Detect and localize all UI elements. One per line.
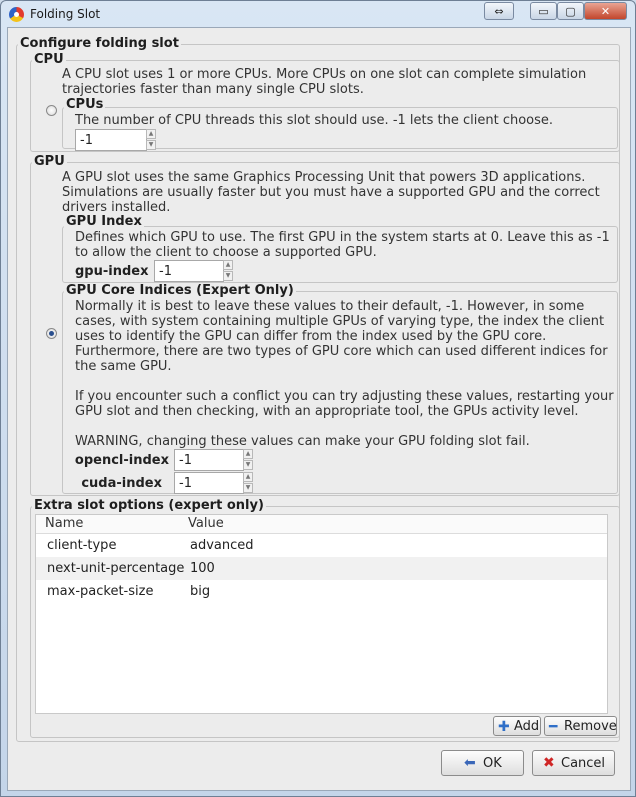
opencl-index-label: opencl-index <box>74 453 169 468</box>
configure-title: Configure folding slot <box>20 36 179 51</box>
opencl-index-decrement[interactable]: ▼ <box>243 460 253 470</box>
cpu-description: A CPU slot uses 1 or more CPUs. More CPUs on one slot can complete simulation trajectories faster than many single CPU slots. <box>62 67 587 97</box>
gpu-radio[interactable] <box>46 328 57 339</box>
gpu-description: A GPU slot uses the same Graphics Processing Unit that powers 3D applications. Simulations are usually faster but you must have a supported GPU and the correct drivers installed. <box>62 170 600 215</box>
cuda-index-spinner <box>174 472 254 494</box>
table-row[interactable] <box>36 580 607 603</box>
row-name: max-packet-size <box>47 584 154 599</box>
gpu-title: GPU <box>34 154 65 169</box>
cpus-input[interactable] <box>75 129 147 151</box>
gpu-index-label: gpu-index <box>75 264 149 279</box>
extra-options-title: Extra slot options (expert only) <box>34 498 264 513</box>
folding-app-icon <box>9 7 24 22</box>
ok-button[interactable] <box>441 750 524 776</box>
gpu-index-decrement[interactable]: ▼ <box>223 271 233 281</box>
table-row[interactable] <box>36 534 607 557</box>
row-name: client-type <box>47 538 117 553</box>
gpu-index-spinner <box>154 260 234 282</box>
restore-button[interactable]: ⇔ <box>484 2 514 20</box>
table-header <box>36 515 607 534</box>
remove-button[interactable] <box>544 716 617 736</box>
gpu-index-description: Defines which GPU to use. The first GPU in the system starts at 0. Leave this as -1 to allow the client to choose a supported GPU. <box>75 230 610 260</box>
cuda-index-decrement[interactable]: ▼ <box>243 483 253 493</box>
table-row[interactable] <box>36 557 607 580</box>
add-button[interactable] <box>493 716 541 736</box>
check-arrow-icon: ⬅ <box>464 755 476 771</box>
cuda-index-label: cuda-index <box>81 476 162 491</box>
minimize-button[interactable]: ▭ <box>530 2 557 20</box>
remove-label: Remove <box>564 719 617 734</box>
cpus-decrement[interactable]: ▼ <box>146 140 156 150</box>
cancel-label: Cancel <box>561 756 606 771</box>
extra-options-table <box>35 514 608 714</box>
row-value: advanced <box>190 538 254 553</box>
title-bar <box>1 1 635 27</box>
window-title: Folding Slot <box>30 7 101 21</box>
row-value: big <box>190 584 211 599</box>
column-header-name[interactable]: Name <box>45 516 84 531</box>
minus-icon: ━ <box>549 719 558 735</box>
row-value: 100 <box>190 561 215 576</box>
cpu-radio[interactable] <box>46 105 57 116</box>
column-header-value[interactable]: Value <box>188 516 224 531</box>
close-button[interactable]: ✕ <box>584 2 627 20</box>
ok-label: OK <box>483 756 502 771</box>
gpu-core-indices-description: Normally it is best to leave these values to their default, -1. However, in some cases, with system containing multiple GPUs of varying type, the index the client uses to identify the GPU can differ from the index used by the GPU core. Furthermore, there are two types of GPU core which can used different indices for the same GPU. If you encounter such a conflict you can try adjusting these values, restarting your GPU slot and then checking, with an appropriate tool, the GPUs activity level. WARNING, changing these values can make your GPU folding slot fail. <box>75 299 614 449</box>
cpus-increment[interactable]: ▲ <box>146 129 156 139</box>
row-name: next-unit-percentage <box>47 561 185 576</box>
cancel-button[interactable] <box>532 750 615 776</box>
cuda-index-increment[interactable]: ▲ <box>243 472 253 482</box>
plus-icon: ✚ <box>498 719 510 735</box>
opencl-index-spinner <box>174 449 254 471</box>
gpu-index-increment[interactable]: ▲ <box>223 260 233 270</box>
cpus-description: The number of CPU threads this slot should use. -1 lets the client choose. <box>75 113 554 128</box>
gpu-core-indices-title: GPU Core Indices (Expert Only) <box>66 283 294 298</box>
opencl-index-increment[interactable]: ▲ <box>243 449 253 459</box>
maximize-button[interactable]: ▢ <box>557 2 584 20</box>
cuda-index-input[interactable] <box>174 472 244 494</box>
cpu-title: CPU <box>34 52 64 67</box>
cpus-title: CPUs <box>66 97 104 112</box>
gpu-index-title: GPU Index <box>66 214 142 229</box>
opencl-index-input[interactable] <box>174 449 244 471</box>
gpu-index-input[interactable] <box>154 260 224 282</box>
add-label: Add <box>514 719 540 734</box>
cpus-spinner <box>75 129 157 151</box>
red-x-icon: ✖ <box>543 755 555 771</box>
